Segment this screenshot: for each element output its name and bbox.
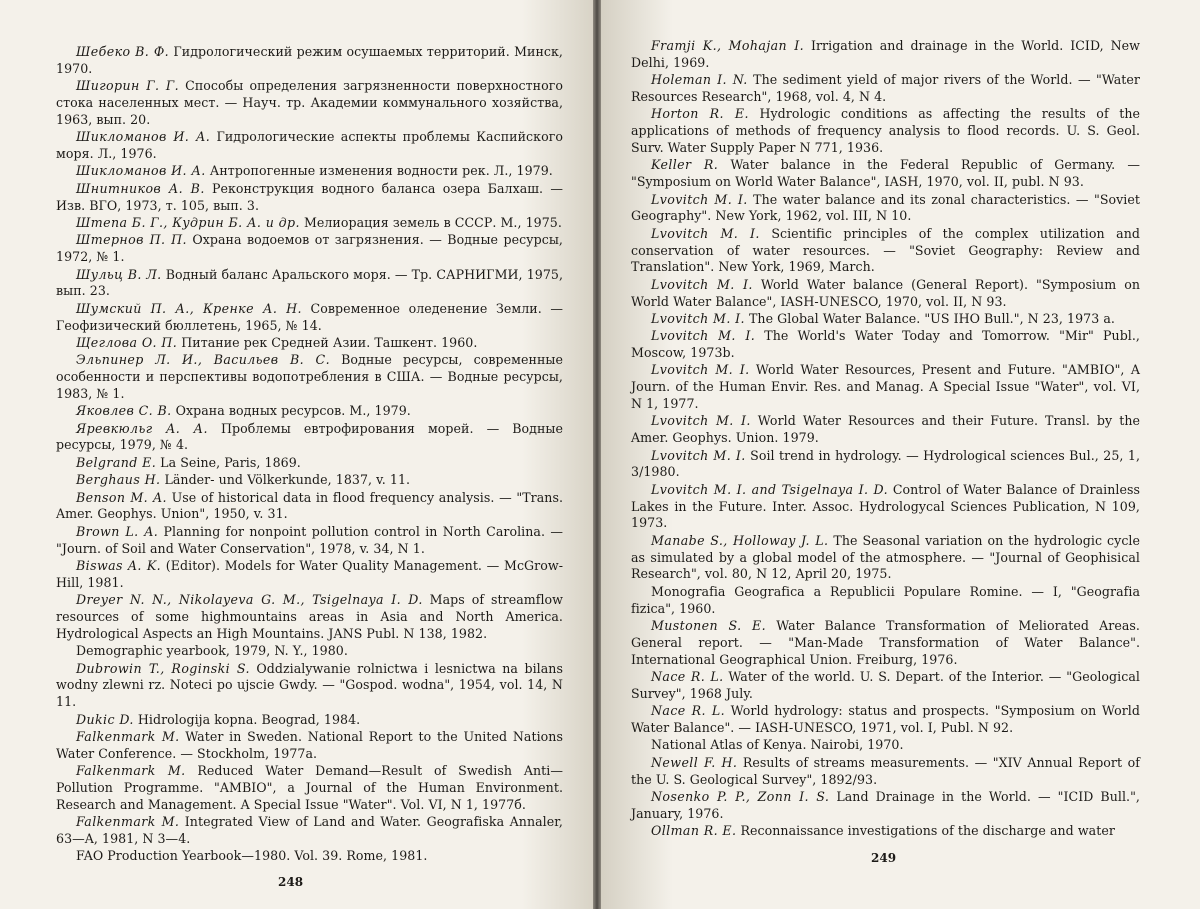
entry-author: Manabe S., Holloway J. L.: [651, 532, 829, 548]
entry-author: Lvovitch M. I.: [651, 310, 745, 326]
bibliography-entry: [56, 661, 563, 711]
bibliography-entry: [631, 106, 1140, 156]
bibliography-entry: [631, 277, 1140, 311]
book-gutter: [593, 0, 601, 909]
bibliography-entry: [56, 472, 563, 489]
entry-text: Hidrologija kopna. Beograd, 1984.: [137, 711, 361, 727]
entry-author: Lvovitch M. I.: [651, 447, 746, 463]
entry-text: The sediment yield of major rivers of the World. — "Water Resources Research", 1968, vol. 4, N 4.: [631, 72, 1140, 104]
entry-text: Demographic yearbook, 1979, N. Y., 1980.: [76, 643, 348, 659]
bibliography-entry: [56, 421, 563, 455]
entry-text: FAO Production Yearbook—1980. Vol. 39. Rome, 1981.: [76, 848, 428, 864]
entry-text: Водный баланс Аральского моря. — Тр. САРНИГМИ, 1975, вып. 23.: [56, 266, 563, 299]
entry-author: Dukic D.: [76, 711, 134, 727]
entry-text: The Seasonal variation on the hydrologic cycle as simulated by a global model of the atmosphere. — "Journal of Geophisical Research", vol. 80, N 12, April 20, 1975.: [631, 532, 1140, 582]
entry-text: Scientific principles of the complex utilization and conservation of water resources. — "Soviet Geography: Review and Translation". New York, 1969, March.: [631, 225, 1140, 275]
entry-author: Falkenmark M.: [76, 728, 180, 744]
entry-author: Falkenmark M.: [76, 814, 180, 830]
entry-author: Эльпинер Л. И., Васильев В. С.: [76, 352, 330, 368]
entry-author: Яковлев С. В.: [76, 403, 172, 419]
bibliography-entry: [631, 72, 1140, 106]
bibliography-entry: [631, 362, 1140, 412]
entry-author: Nosenko P. P., Zonn I. S.: [651, 788, 830, 804]
entry-author: Lvovitch M. I.: [651, 225, 760, 241]
entry-text: Water Balance Transformation of Meliorated Areas. General report. — "Man-Made Transformation of Water Balance". International Geographical Union. Freiburg, 1976.: [631, 618, 1140, 667]
entry-text: Land Drainage in the World. — "ICID Bull.", January, 1976.: [631, 788, 1140, 821]
entry-text: Planning for nonpoint pollution control in North Carolina. — "Journ. of Soil and Water Conservation", 1978, v. 34, N 1.: [56, 523, 563, 556]
entry-text: Reduced Water Demand—Result of Swedish Anti—Pollution Programme. "AMBIO", a Journal of the Human Environment. Research and Management. A Special Issue "Water". Vol. VI, N 1, 1977б.: [56, 763, 563, 812]
entry-text: Гидрологические аспекты проблемы Каспийского моря. Л., 1976.: [56, 129, 563, 161]
entry-text: Охрана водоемов от загрязнения. — Водные ресурсы, 1972, № 1.: [56, 232, 563, 265]
bibliography-entry: [56, 643, 563, 660]
entry-author: Nace R. L.: [651, 703, 726, 719]
entry-text: World Water Resources and their Future. Transl. by the Amer. Geophys. Union. 1979.: [631, 413, 1140, 446]
entry-author: Dreyer N. N., Nikolayeva G. M., Tsigelnaya I. D.: [76, 592, 423, 608]
entry-author: Biswas A. K.: [76, 558, 162, 573]
bibliography-entry: [631, 737, 1140, 754]
entry-text: Охрана водных ресурсов. М., 1979.: [175, 403, 411, 419]
right-bibliography: [631, 38, 1140, 840]
bibliography-entry: [56, 814, 563, 848]
entry-text: Maps of streamflow resources of some highmountains areas in Asia and North America. Hydrological Aspects an High Mountains. JANS Publ. N 138, 1982.: [56, 592, 563, 641]
bibliography-entry: [56, 215, 563, 232]
bibliography-entry: [56, 232, 563, 266]
entry-text: Гидрологический режим осушаемых территорий. Минск, 1970.: [56, 44, 563, 76]
entry-author: Berghaus H.: [76, 472, 161, 488]
bibliography-entry: [631, 482, 1140, 532]
entry-text: Länder- und Völkerkunde, 1837, v. 11.: [164, 472, 411, 488]
bibliography-entry: [56, 78, 563, 128]
entry-text: Control of Water Balance of Drainless Lakes in the Future. Inter. Assoc. Hydrologycal Sciences Publication, N 109, 1973.: [631, 481, 1140, 531]
page-number: 249: [871, 851, 897, 865]
entry-author: Lvovitch M. I.: [651, 191, 748, 207]
right-page: [601, 0, 1200, 909]
bibliography-entry: [631, 413, 1140, 447]
entry-author: Newell F. H.: [651, 754, 738, 770]
entry-author: Штернов П. П.: [76, 232, 187, 248]
bibliography-entry: [56, 129, 563, 163]
entry-text: Monografia Geografica a Republicii Populare Romine. — I, "Geografia fizica", 1960.: [631, 583, 1140, 616]
bibliography-entry: [56, 524, 563, 558]
bibliography-entry: [56, 403, 563, 420]
entry-text: Способы определения загрязненности поверхностного стока населенных мест. — Науч. тр. Академии коммунального хозяйства, 1963, вып. 20.: [56, 78, 563, 127]
entry-author: Шульц В. Л.: [76, 266, 162, 282]
entry-author: Шнитников А. В.: [76, 180, 205, 196]
bibliography-entry: [631, 38, 1140, 72]
entry-text: Results of streams measurements. — "XIV Annual Report of the U. S. Geological Survey", 1892/93.: [631, 754, 1140, 787]
entry-author: Keller R.: [651, 157, 719, 173]
bibliography-entry: [631, 311, 1140, 328]
bibliography-entry: [631, 703, 1140, 737]
entry-author: Шумский П. А., Кренке А. Н.: [76, 300, 302, 316]
bibliography-entry: [631, 669, 1140, 703]
bibliography-entry: [631, 755, 1140, 789]
bibliography-entry: [56, 335, 563, 352]
entry-text: Irrigation and drainage in the World. ICID, New Delhi, 1969.: [631, 38, 1140, 70]
entry-author: Falkenmark M.: [76, 763, 186, 779]
entry-author: Lvovitch M. I.: [651, 413, 751, 429]
bibliography-entry: [56, 729, 563, 763]
bibliography-entry: [56, 712, 563, 729]
bibliography-entry: [56, 163, 563, 180]
left-page: [0, 0, 593, 909]
entry-text: National Atlas of Kenya. Nairobi, 1970.: [651, 737, 904, 753]
entry-text: Water of the world. U. S. Depart. of the Interior. — "Geological Survey", 1968 July.: [631, 668, 1140, 701]
entry-text: World Water balance (General Report). "Symposium on World Water Balance", IASH-UNESCO, 1970, vol. II, N 93.: [631, 276, 1140, 309]
entry-author: Nace R. L.: [651, 668, 724, 684]
left-bibliography: [56, 44, 563, 865]
entry-text: Современное оледенение Земли. — Геофизический бюллетень, 1965, № 14.: [56, 300, 563, 333]
entry-text: World hydrology: status and prospects. "Symposium on World Water Balance". — IASH-UNESCO, 1971, vol. I, Publ. N 92.: [631, 703, 1140, 735]
entry-text: Мелиорация земель в СССР. М., 1975.: [303, 214, 562, 230]
entry-text: World Water Resources, Present and Future. "AMBIO", A Journ. of the Human Envir. Res. and Manag. A Special Issue "Water", vol. VI, N 1, 1977.: [631, 362, 1140, 412]
bibliography-entry: [56, 592, 563, 642]
entry-author: Lvovitch M. I.: [651, 328, 756, 344]
entry-text: Use of historical data in flood frequency analysis. — "Trans. Amer. Geophys. Union", 1950, v. 31.: [56, 489, 564, 522]
bibliography-entry: [56, 44, 563, 78]
entry-author: Belgrand E.: [76, 454, 157, 470]
entry-text: Integrated View of Land and Water. Geografiska Annaler, 63—A, 1981, N 3—4.: [56, 814, 563, 846]
bibliography-entry: [56, 455, 563, 472]
entry-author: Lvovitch M. I.: [651, 276, 753, 292]
bibliography-entry: [631, 789, 1140, 823]
entry-author: Шикломанов И. А.: [76, 163, 206, 179]
entry-text: Водные ресурсы, современные особенности и перспективы водопотребления в США. — Водные ресурсы, 1983, № 1.: [56, 352, 563, 401]
entry-text: Oddzialywanie rolnictwa i lesnictwa na bilans wodny zlewni rz. Noteci po ujscie Gwdy. — "Gospod. wodna", 1954, vol. 14, N 11.: [56, 660, 563, 710]
bibliography-entry: [56, 490, 563, 524]
bibliography-entry: [56, 848, 563, 865]
entry-author: Benson M. A.: [76, 489, 167, 505]
entry-text: The Global Water Balance. "US IHO Bull.", N 23, 1973 a.: [748, 310, 1115, 326]
entry-author: Шикломанов И. А.: [76, 129, 211, 145]
entry-author: Щеглова О. П.: [76, 334, 178, 350]
bibliography-entry: [631, 192, 1140, 226]
bibliography-entry: [56, 352, 563, 402]
entry-author: Lvovitch M. I. and Tsigelnaya I. D.: [651, 481, 888, 497]
bibliography-entry: [56, 181, 563, 215]
entry-author: Lvovitch M. I.: [651, 362, 750, 378]
entry-author: Mustonen S. E.: [651, 618, 767, 633]
bibliography-entry: [56, 301, 563, 335]
entry-author: Horton R. E.: [651, 106, 749, 122]
entry-author: Шебеко В. Ф.: [76, 44, 170, 59]
bibliography-entry: [631, 533, 1140, 583]
page-number: 248: [278, 875, 304, 889]
bibliography-entry: [631, 328, 1140, 362]
entry-text: Антропогенные изменения водности рек. Л., 1979.: [209, 163, 553, 179]
entry-text: Реконструкция водного баланса озера Балхаш. — Изв. ВГО, 1973, т. 105, вып. 3.: [56, 180, 563, 213]
entry-text: Soil trend in hydrology. — Hydrological sciences Bul., 25, 1, 3/1980.: [631, 447, 1140, 480]
bibliography-entry: [631, 823, 1140, 840]
entry-author: Яревкюльг А. А.: [76, 420, 208, 436]
entry-text: La Seine, Paris, 1869.: [160, 454, 301, 470]
entry-author: Ollman R. E.: [651, 823, 737, 839]
entry-text: Reconnaissance investigations of the discharge and water: [740, 823, 1115, 839]
entry-text: Water in Sweden. National Report to the United Nations Water Conference. — Stockholm, 1977a.: [56, 728, 563, 761]
entry-author: Framji K., Mohajan I.: [651, 38, 805, 53]
entry-text: Hydrologic conditions as affecting the results of the applications of methods of frequency analysis to flood records. U. S. Geol. Surv. Water Supply Paper N 771, 1936.: [631, 106, 1140, 155]
bibliography-entry: [631, 157, 1140, 191]
entry-author: Brown L. A.: [76, 523, 159, 539]
entry-author: Штепа Б. Г., Кудрин Б. А. и др.: [76, 214, 300, 230]
entry-author: Dubrowin T., Roginski S.: [76, 660, 250, 676]
entry-text: (Editor). Models for Water Quality Management. — McGrow-Hill, 1981.: [56, 558, 564, 590]
entry-author: Шигорин Г. Г.: [76, 78, 179, 94]
bibliography-entry: [56, 267, 563, 301]
entry-text: Water balance in the Federal Republic of Germany. — "Symposium on World Water Balance", IASH, 1970, vol. II, publ. N 93.: [631, 157, 1140, 190]
entry-author: Holeman I. N.: [651, 72, 748, 88]
bibliography-entry: [631, 448, 1140, 482]
entry-text: Проблемы евтрофирования морей. — Водные ресурсы, 1979, № 4.: [56, 420, 563, 453]
entry-text: The water balance and its zonal characteristics. — "Soviet Geography". New York, 1962, vol. III, N 10.: [631, 191, 1140, 224]
bibliography-entry: [631, 618, 1140, 668]
bibliography-entry: [631, 226, 1140, 276]
entry-text: The World's Water Today and Tomorrow. "Mir" Publ., Moscow, 1973b.: [631, 328, 1140, 361]
entry-text: Питание рек Средней Азии. Ташкент. 1960.: [181, 334, 478, 350]
bibliography-entry: [631, 584, 1140, 618]
bibliography-entry: [56, 763, 563, 813]
bibliography-entry: [56, 558, 563, 592]
